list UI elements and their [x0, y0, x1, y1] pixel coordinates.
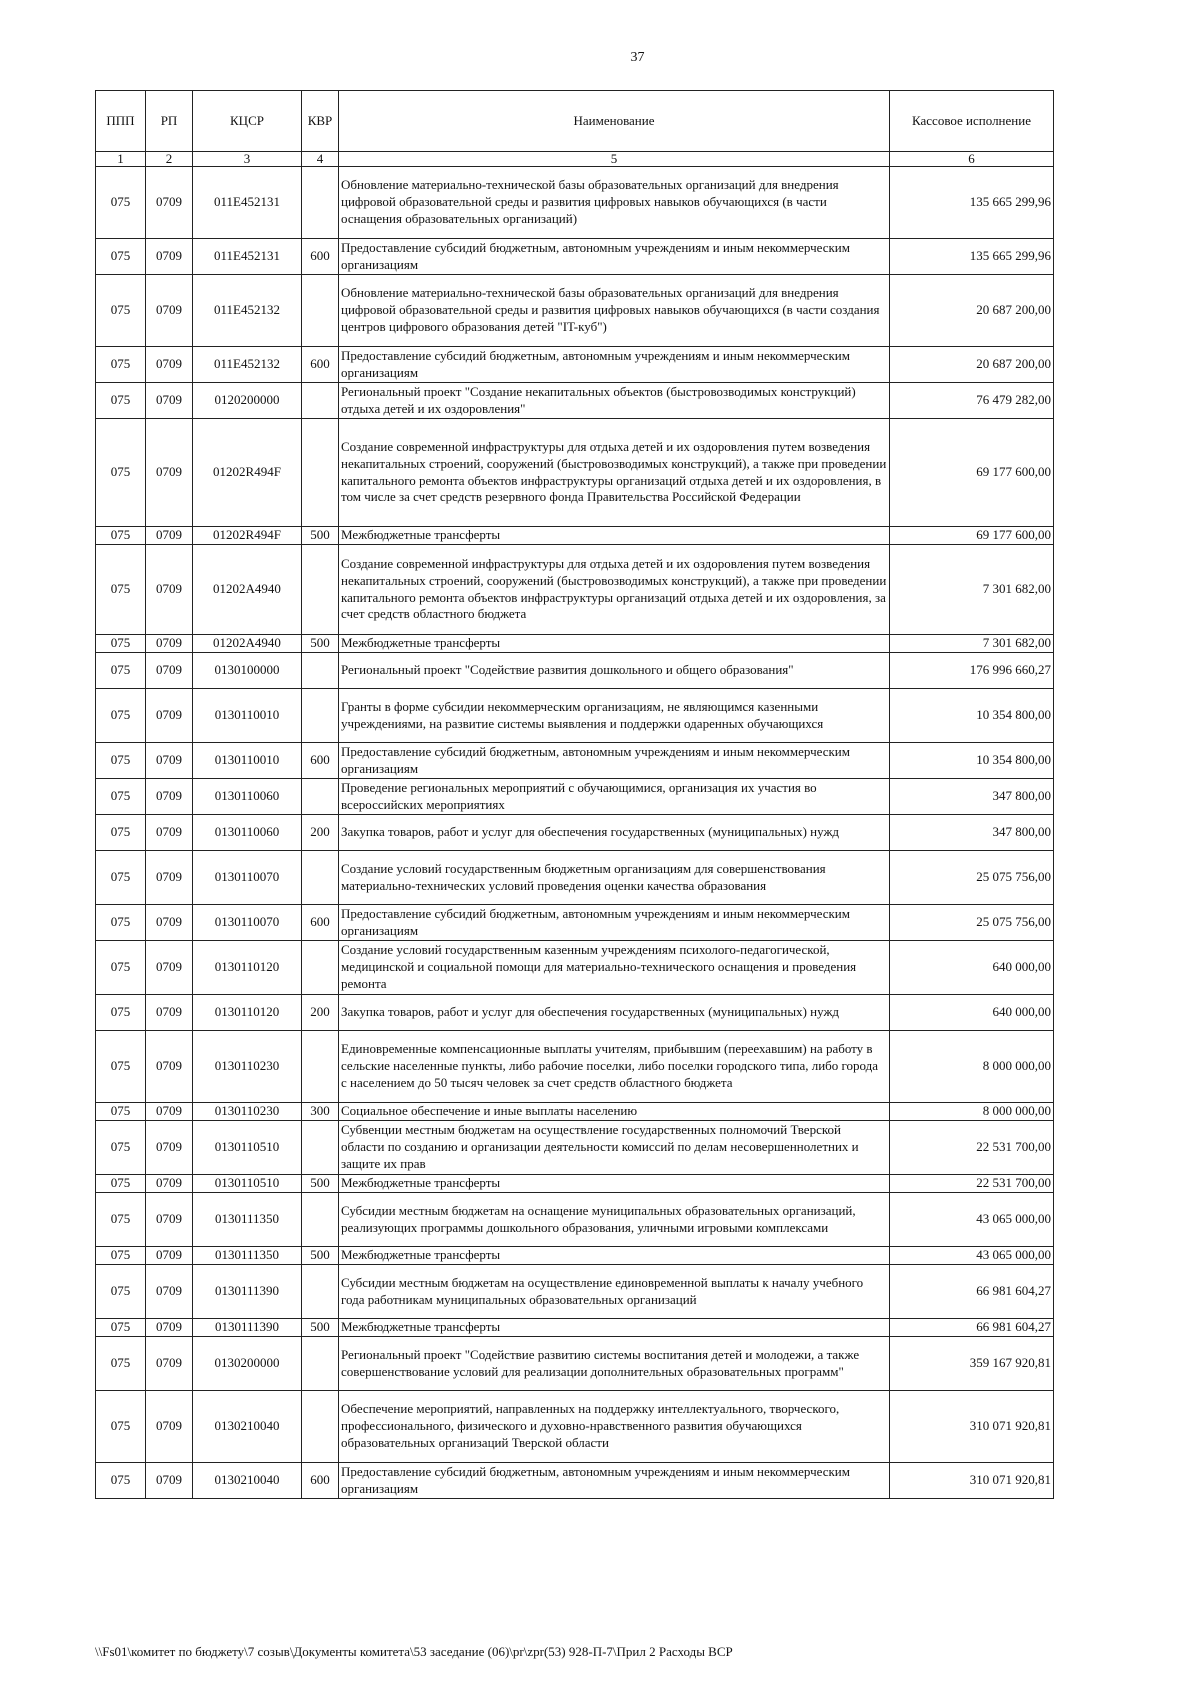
table-row: [96, 1337, 1054, 1391]
cell-kvr: [302, 383, 339, 419]
cell-kcsr: 0130110510: [193, 1121, 302, 1175]
cell-ppp: 075: [96, 815, 146, 851]
cell-kcsr: 0130111350: [193, 1247, 302, 1265]
cell-ppp: 075: [96, 743, 146, 779]
table-row: [96, 1193, 1054, 1247]
cell-rp: 0709: [146, 1265, 193, 1319]
cell-rp: 0709: [146, 545, 193, 635]
cell-kcsr: 01202A4940: [193, 635, 302, 653]
column-number: 6: [890, 152, 1054, 167]
cell-amount: 20 687 200,00: [890, 275, 1054, 347]
cell-ppp: 075: [96, 239, 146, 275]
footer-file-path: \\Fs01\комитет по бюджету\7 созыв\Документы комитета\53 заседание (06)\pr\zpr(53) 928-П-7\Прил 2 Расходы ВСР: [95, 1644, 733, 1659]
cell-kcsr: 0120200000: [193, 383, 302, 419]
cell-kvr: 300: [302, 1103, 339, 1121]
table-row: [96, 635, 1054, 653]
cell-ppp: 075: [96, 1265, 146, 1319]
cell-kvr: [302, 1121, 339, 1175]
cell-kcsr: 0130110070: [193, 851, 302, 905]
cell-kcsr: 011E452131: [193, 167, 302, 239]
cell-ppp: 075: [96, 941, 146, 995]
cell-ppp: 075: [96, 167, 146, 239]
cell-name: Предоставление субсидий бюджетным, автономным учреждениям и иным некоммерческим организациям: [339, 905, 890, 941]
cell-kvr: [302, 1391, 339, 1463]
table-row: [96, 905, 1054, 941]
cell-rp: 0709: [146, 689, 193, 743]
cell-name: Субсидии местным бюджетам на осуществление единовременной выплаты к началу учебного года работникам муниципальных образовательных организаций: [339, 1265, 890, 1319]
table-row: [96, 275, 1054, 347]
cell-kcsr: 0130111350: [193, 1193, 302, 1247]
table-row: [96, 1031, 1054, 1103]
table-row: [96, 941, 1054, 995]
page-number: 37: [630, 50, 645, 65]
cell-ppp: 075: [96, 419, 146, 527]
cell-amount: 43 065 000,00: [890, 1247, 1054, 1265]
cell-name: Региональный проект "Содействие развитию системы воспитания детей и молодежи, а также совершенствование условий для реализации дополнительных образовательных программ": [339, 1337, 890, 1391]
table-row: [96, 743, 1054, 779]
cell-rp: 0709: [146, 239, 193, 275]
cell-name: Межбюджетные трансферты: [339, 1319, 890, 1337]
cell-kvr: [302, 1265, 339, 1319]
cell-kcsr: 0130110510: [193, 1175, 302, 1193]
cell-kvr: [302, 653, 339, 689]
cell-ppp: 075: [96, 635, 146, 653]
cell-rp: 0709: [146, 941, 193, 995]
cell-kcsr: 0130110230: [193, 1031, 302, 1103]
table-row: [96, 1463, 1054, 1499]
cell-name: Субвенции местным бюджетам на осуществление государственных полномочий Тверской области по созданию и организации деятельности комиссий по делам несовершеннолетних и защите их прав: [339, 1121, 890, 1175]
cell-amount: 310 071 920,81: [890, 1463, 1054, 1499]
cell-kcsr: 0130110060: [193, 779, 302, 815]
cell-amount: 43 065 000,00: [890, 1193, 1054, 1247]
cell-name: Межбюджетные трансферты: [339, 1247, 890, 1265]
cell-name: Закупка товаров, работ и услуг для обеспечения государственных (муниципальных) нужд: [339, 815, 890, 851]
cell-kcsr: 0130110120: [193, 995, 302, 1031]
cell-rp: 0709: [146, 1391, 193, 1463]
cell-kvr: [302, 419, 339, 527]
cell-name: Межбюджетные трансферты: [339, 1175, 890, 1193]
cell-name: Обновление материально-технической базы образовательных организаций для внедрения цифровой образовательной среды и развития цифровых навыков обучающихся (в части оснащения образовательных организаций): [339, 167, 890, 239]
cell-rp: 0709: [146, 1175, 193, 1193]
cell-rp: 0709: [146, 653, 193, 689]
cell-rp: 0709: [146, 779, 193, 815]
cell-kcsr: 0130110010: [193, 743, 302, 779]
cell-amount: 8 000 000,00: [890, 1103, 1054, 1121]
cell-name: Субсидии местным бюджетам на оснащение муниципальных образовательных организаций, реализующих программы дошкольного образования, уличными игровыми комплексами: [339, 1193, 890, 1247]
cell-rp: 0709: [146, 383, 193, 419]
cell-kcsr: 0130111390: [193, 1319, 302, 1337]
cell-name: Проведение региональных мероприятий с обучающимися, организация их участия во всероссийских мероприятиях: [339, 779, 890, 815]
column-number: 5: [339, 152, 890, 167]
cell-kvr: 500: [302, 1247, 339, 1265]
cell-ppp: 075: [96, 1319, 146, 1337]
cell-ppp: 075: [96, 1337, 146, 1391]
cell-amount: 69 177 600,00: [890, 527, 1054, 545]
cell-ppp: 075: [96, 689, 146, 743]
cell-rp: 0709: [146, 851, 193, 905]
cell-kvr: 500: [302, 527, 339, 545]
cell-kcsr: 0130210040: [193, 1463, 302, 1499]
cell-amount: 66 981 604,27: [890, 1319, 1054, 1337]
cell-kcsr: 0130111390: [193, 1265, 302, 1319]
cell-kvr: [302, 545, 339, 635]
table-row: [96, 419, 1054, 527]
cell-kvr: 500: [302, 1175, 339, 1193]
cell-rp: 0709: [146, 1121, 193, 1175]
header-kvr: КВР: [302, 91, 339, 152]
cell-name: Создание современной инфраструктуры для отдыха детей и их оздоровления путем возведения некапитальных строений, сооружений (быстровозводимых конструкций), а также при проведении капитального ремонта объектов инфраструктуры организаций отдыха детей и их оздоровления, за счет средств областного бюджета: [339, 545, 890, 635]
cell-amount: 22 531 700,00: [890, 1175, 1054, 1193]
cell-kcsr: 0130110230: [193, 1103, 302, 1121]
cell-amount: 347 800,00: [890, 779, 1054, 815]
table-row: [96, 347, 1054, 383]
cell-ppp: 075: [96, 995, 146, 1031]
cell-ppp: 075: [96, 1031, 146, 1103]
cell-rp: 0709: [146, 1247, 193, 1265]
cell-kvr: [302, 779, 339, 815]
cell-kvr: 600: [302, 743, 339, 779]
cell-kvr: 200: [302, 815, 339, 851]
cell-kvr: 600: [302, 347, 339, 383]
cell-name: Обеспечение мероприятий, направленных на поддержку интеллектуального, творческого, профессионального, физического и духовно-нравственного развития обучающихся образовательных организаций Тверской области: [339, 1391, 890, 1463]
cell-name: Создание современной инфраструктуры для отдыха детей и их оздоровления путем возведения некапитальных строений, сооружений (быстровозводимых конструкций), а также при проведении капитального ремонта объектов инфраструктуры организаций отдыха детей и их оздоровления, в том числе за счет средств резервного фонда Правительства Российской Федерации: [339, 419, 890, 527]
table-row: [96, 995, 1054, 1031]
cell-name: Единовременные компенсационные выплаты учителям, прибывшим (переехавшим) на работу в сельские населенные пункты, либо рабочие поселки, либо поселки городского типа, либо города с населением до 50 тысяч человек за счет средств областного бюджета: [339, 1031, 890, 1103]
cell-kvr: [302, 1193, 339, 1247]
cell-name: Гранты в форме субсидии некоммерческим организациям, не являющимся казенными учреждениями, на развитие системы выявления и поддержки одаренных обучающихся: [339, 689, 890, 743]
cell-kvr: 200: [302, 995, 339, 1031]
cell-amount: 640 000,00: [890, 995, 1054, 1031]
cell-amount: 7 301 682,00: [890, 545, 1054, 635]
cell-rp: 0709: [146, 1193, 193, 1247]
header-ppp: ППП: [96, 91, 146, 152]
cell-kvr: [302, 1337, 339, 1391]
cell-name: Предоставление субсидий бюджетным, автономным учреждениям и иным некоммерческим организациям: [339, 347, 890, 383]
cell-name: Обновление материально-технической базы образовательных организаций для внедрения цифровой образовательной среды и развития цифровых навыков обучающихся (в части создания центров цифрового образования детей "IT-куб"): [339, 275, 890, 347]
cell-rp: 0709: [146, 1337, 193, 1391]
table-row: [96, 1265, 1054, 1319]
cell-name: Предоставление субсидий бюджетным, автономным учреждениям и иным некоммерческим организациям: [339, 1463, 890, 1499]
cell-kvr: [302, 851, 339, 905]
table-row: [96, 239, 1054, 275]
cell-ppp: 075: [96, 545, 146, 635]
cell-rp: 0709: [146, 905, 193, 941]
cell-amount: 69 177 600,00: [890, 419, 1054, 527]
column-number: 4: [302, 152, 339, 167]
cell-name: Межбюджетные трансферты: [339, 635, 890, 653]
header-kcsr: КЦСР: [193, 91, 302, 152]
column-number: 2: [146, 152, 193, 167]
cell-ppp: 075: [96, 653, 146, 689]
cell-ppp: 075: [96, 275, 146, 347]
cell-rp: 0709: [146, 815, 193, 851]
cell-rp: 0709: [146, 743, 193, 779]
cell-kcsr: 01202R494F: [193, 419, 302, 527]
cell-amount: 135 665 299,96: [890, 167, 1054, 239]
cell-kcsr: 011E452132: [193, 347, 302, 383]
cell-kcsr: 011E452131: [193, 239, 302, 275]
cell-kcsr: 0130110060: [193, 815, 302, 851]
cell-name: Предоставление субсидий бюджетным, автономным учреждениям и иным некоммерческим организациям: [339, 743, 890, 779]
table-row: [96, 815, 1054, 851]
cell-name: Создание условий государственным бюджетным организациям для совершенствования материально-технических условий проведения оценки качества образования: [339, 851, 890, 905]
cell-ppp: 075: [96, 1121, 146, 1175]
cell-kcsr: 0130210040: [193, 1391, 302, 1463]
cell-amount: 25 075 756,00: [890, 905, 1054, 941]
cell-ppp: 075: [96, 1391, 146, 1463]
cell-rp: 0709: [146, 635, 193, 653]
cell-ppp: 075: [96, 905, 146, 941]
header-name: Наименование: [339, 91, 890, 152]
cell-kcsr: 01202A4940: [193, 545, 302, 635]
cell-ppp: 075: [96, 347, 146, 383]
cell-amount: 66 981 604,27: [890, 1265, 1054, 1319]
column-number: 3: [193, 152, 302, 167]
cell-kvr: [302, 689, 339, 743]
cell-kcsr: 0130110070: [193, 905, 302, 941]
cell-amount: 10 354 800,00: [890, 689, 1054, 743]
cell-ppp: 075: [96, 779, 146, 815]
cell-rp: 0709: [146, 275, 193, 347]
cell-rp: 0709: [146, 419, 193, 527]
cell-rp: 0709: [146, 527, 193, 545]
cell-rp: 0709: [146, 995, 193, 1031]
table-row: [96, 689, 1054, 743]
cell-ppp: 075: [96, 1193, 146, 1247]
cell-kvr: 600: [302, 905, 339, 941]
cell-rp: 0709: [146, 1319, 193, 1337]
cell-kvr: 600: [302, 239, 339, 275]
cell-amount: 22 531 700,00: [890, 1121, 1054, 1175]
cell-kvr: 600: [302, 1463, 339, 1499]
header-amount: Кассовое исполнение: [890, 91, 1054, 152]
table-body: [96, 167, 1054, 1499]
column-number: 1: [96, 152, 146, 167]
cell-kcsr: 0130200000: [193, 1337, 302, 1391]
cell-kvr: [302, 1031, 339, 1103]
cell-rp: 0709: [146, 1103, 193, 1121]
cell-ppp: 075: [96, 1463, 146, 1499]
cell-ppp: 075: [96, 527, 146, 545]
cell-rp: 0709: [146, 1463, 193, 1499]
table-row: [96, 1319, 1054, 1337]
cell-name: Региональный проект "Создание некапитальных объектов (быстровозводимых конструкций) отдыха детей и их оздоровления": [339, 383, 890, 419]
table-row: [96, 527, 1054, 545]
cell-rp: 0709: [146, 347, 193, 383]
cell-name: Предоставление субсидий бюджетным, автономным учреждениям и иным некоммерческим организациям: [339, 239, 890, 275]
table-row: [96, 383, 1054, 419]
table-row: [96, 779, 1054, 815]
cell-amount: 310 071 920,81: [890, 1391, 1054, 1463]
cell-amount: 176 996 660,27: [890, 653, 1054, 689]
table-row: [96, 545, 1054, 635]
cell-kvr: 500: [302, 635, 339, 653]
cell-name: Создание условий государственным казенным учреждениям психолого-педагогической, медицинской и социальной помощи для материально-технического оснащения и проведения ремонта: [339, 941, 890, 995]
column-numbers-row: [96, 152, 1054, 167]
cell-amount: 8 000 000,00: [890, 1031, 1054, 1103]
cell-amount: 640 000,00: [890, 941, 1054, 995]
cell-rp: 0709: [146, 1031, 193, 1103]
cell-kvr: [302, 167, 339, 239]
table-row: [96, 1247, 1054, 1265]
cell-kvr: 500: [302, 1319, 339, 1337]
cell-name: Межбюджетные трансферты: [339, 527, 890, 545]
table-row: [96, 1391, 1054, 1463]
cell-amount: 20 687 200,00: [890, 347, 1054, 383]
cell-ppp: 075: [96, 851, 146, 905]
cell-amount: 25 075 756,00: [890, 851, 1054, 905]
table-row: [96, 167, 1054, 239]
table-row: [96, 1103, 1054, 1121]
cell-amount: 10 354 800,00: [890, 743, 1054, 779]
cell-amount: 359 167 920,81: [890, 1337, 1054, 1391]
cell-name: Региональный проект "Содействие развития дошкольного и общего образования": [339, 653, 890, 689]
cell-amount: 76 479 282,00: [890, 383, 1054, 419]
cell-kcsr: 0130110010: [193, 689, 302, 743]
cell-ppp: 075: [96, 1175, 146, 1193]
cell-kcsr: 01202R494F: [193, 527, 302, 545]
cell-ppp: 075: [96, 383, 146, 419]
cell-amount: 135 665 299,96: [890, 239, 1054, 275]
table-header-row: [96, 91, 1054, 152]
cell-kvr: [302, 275, 339, 347]
cell-kcsr: 011E452132: [193, 275, 302, 347]
table-row: [96, 1121, 1054, 1175]
cell-name: Закупка товаров, работ и услуг для обеспечения государственных (муниципальных) нужд: [339, 995, 890, 1031]
table-row: [96, 851, 1054, 905]
cell-kvr: [302, 941, 339, 995]
cell-amount: 7 301 682,00: [890, 635, 1054, 653]
cell-kcsr: 0130100000: [193, 653, 302, 689]
cell-rp: 0709: [146, 167, 193, 239]
cell-ppp: 075: [96, 1247, 146, 1265]
table-row: [96, 1175, 1054, 1193]
cell-ppp: 075: [96, 1103, 146, 1121]
cell-amount: 347 800,00: [890, 815, 1054, 851]
header-rp: РП: [146, 91, 193, 152]
budget-table: [95, 90, 1054, 1499]
cell-kcsr: 0130110120: [193, 941, 302, 995]
table-row: [96, 653, 1054, 689]
cell-name: Социальное обеспечение и иные выплаты населению: [339, 1103, 890, 1121]
